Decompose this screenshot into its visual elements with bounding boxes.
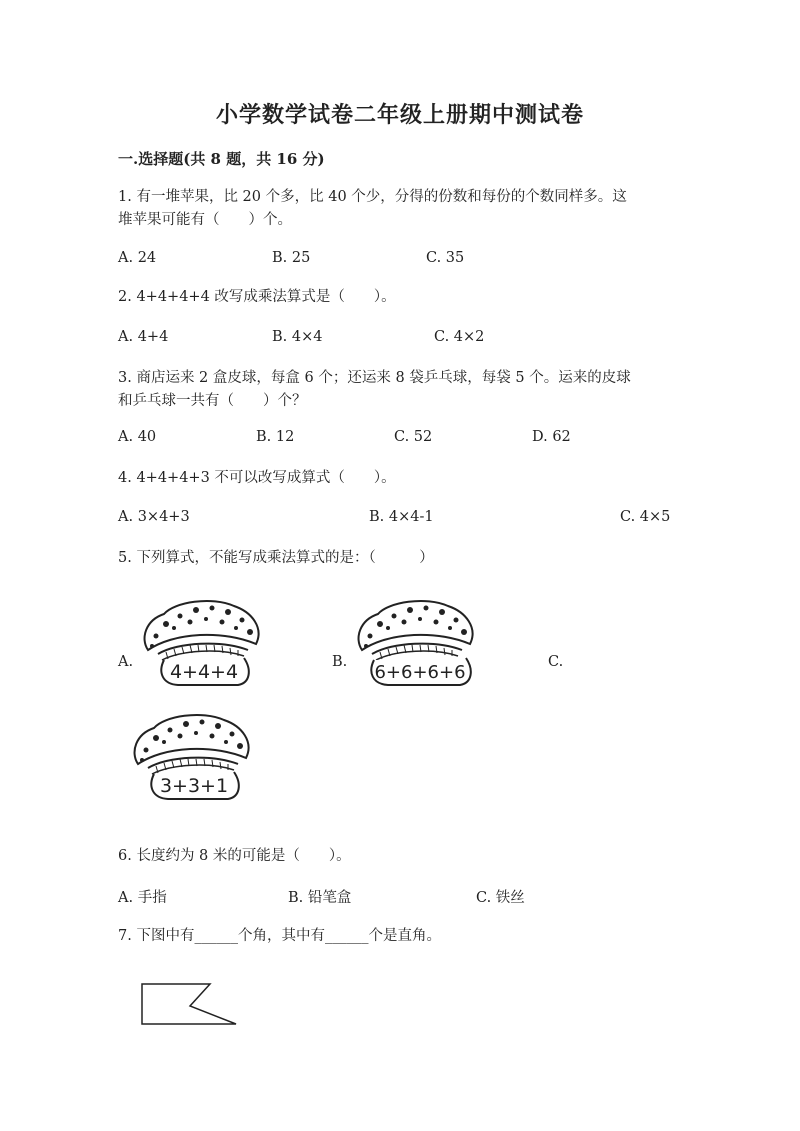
- q5-option-a[interactable]: A.: [118, 654, 134, 670]
- question-1-line-1: 1. 有一堆苹果，比 20 个多，比 40 个少，分得的份数和每份的个数同样多。这: [118, 189, 627, 205]
- section-heading: 一.选择题(共 8 题，共 16 分): [118, 150, 325, 168]
- q3-option-d[interactable]: D. 62: [532, 429, 571, 445]
- q3-option-c[interactable]: C. 52: [394, 429, 433, 445]
- q4-option-b[interactable]: B. 4×4-1: [369, 509, 434, 525]
- q1-option-a[interactable]: A. 24: [118, 250, 157, 266]
- page-title: 小学数学试卷二年级上册期中测试卷: [215, 102, 584, 128]
- q4-option-c[interactable]: C. 4×5: [620, 509, 671, 525]
- q2-option-a[interactable]: A. 4+4: [118, 329, 169, 345]
- question-1-line-2: 堆苹果可能有（ ）个。: [118, 212, 292, 228]
- angle-figure: [138, 980, 242, 1030]
- mushroom-label-a: 4+4+4: [169, 661, 239, 683]
- q1-option-c[interactable]: C. 35: [426, 250, 465, 266]
- q6-option-b[interactable]: B. 铅笔盒: [288, 890, 352, 906]
- question-2: 2. 4+4+4+4 改写成乘法算式是（ ）。: [118, 289, 396, 305]
- question-6: 6. 长度约为 8 米的可能是（ ）。: [118, 848, 351, 864]
- mushroom-image-c: [128, 712, 258, 802]
- q5-option-c[interactable]: C.: [548, 654, 564, 670]
- question-3: [118, 367, 631, 413]
- mushroom-label-b: 6+6+6+6: [374, 662, 466, 683]
- q3-option-b[interactable]: B. 12: [256, 429, 295, 445]
- q6-option-a[interactable]: A. 手指: [118, 890, 167, 906]
- q1-option-b[interactable]: B. 25: [272, 250, 311, 266]
- mushroom-image-a: [138, 598, 268, 688]
- q6-option-c[interactable]: C. 铁丝: [476, 890, 525, 906]
- mushroom-image-b: [352, 598, 482, 688]
- q3-option-a[interactable]: A. 40: [118, 429, 157, 445]
- q4-option-a[interactable]: A. 3×4+3: [118, 509, 190, 525]
- q2-option-b[interactable]: B. 4×4: [272, 329, 323, 345]
- question-3-line-1: 3. 商店运来 2 盒皮球，每盒 6 个；还运来 8 袋乒乓球，每袋 5 个。运来的皮球: [118, 370, 631, 386]
- question-7: 7. 下图中有______个角，其中有______个是直角。: [118, 928, 441, 944]
- question-3-line-2: 和乒乓球一共有（ ）个？: [118, 393, 307, 409]
- q5-option-b[interactable]: B.: [332, 654, 348, 670]
- q2-option-c[interactable]: C. 4×2: [434, 329, 485, 345]
- mushroom-label-c: 3+3+1: [159, 775, 229, 797]
- question-5: 5. 下列算式，不能写成乘法算式的是：（ ）: [118, 550, 434, 566]
- question-1: [118, 186, 627, 232]
- question-4: 4. 4+4+4+3 不可以改写成算式（ ）。: [118, 470, 396, 486]
